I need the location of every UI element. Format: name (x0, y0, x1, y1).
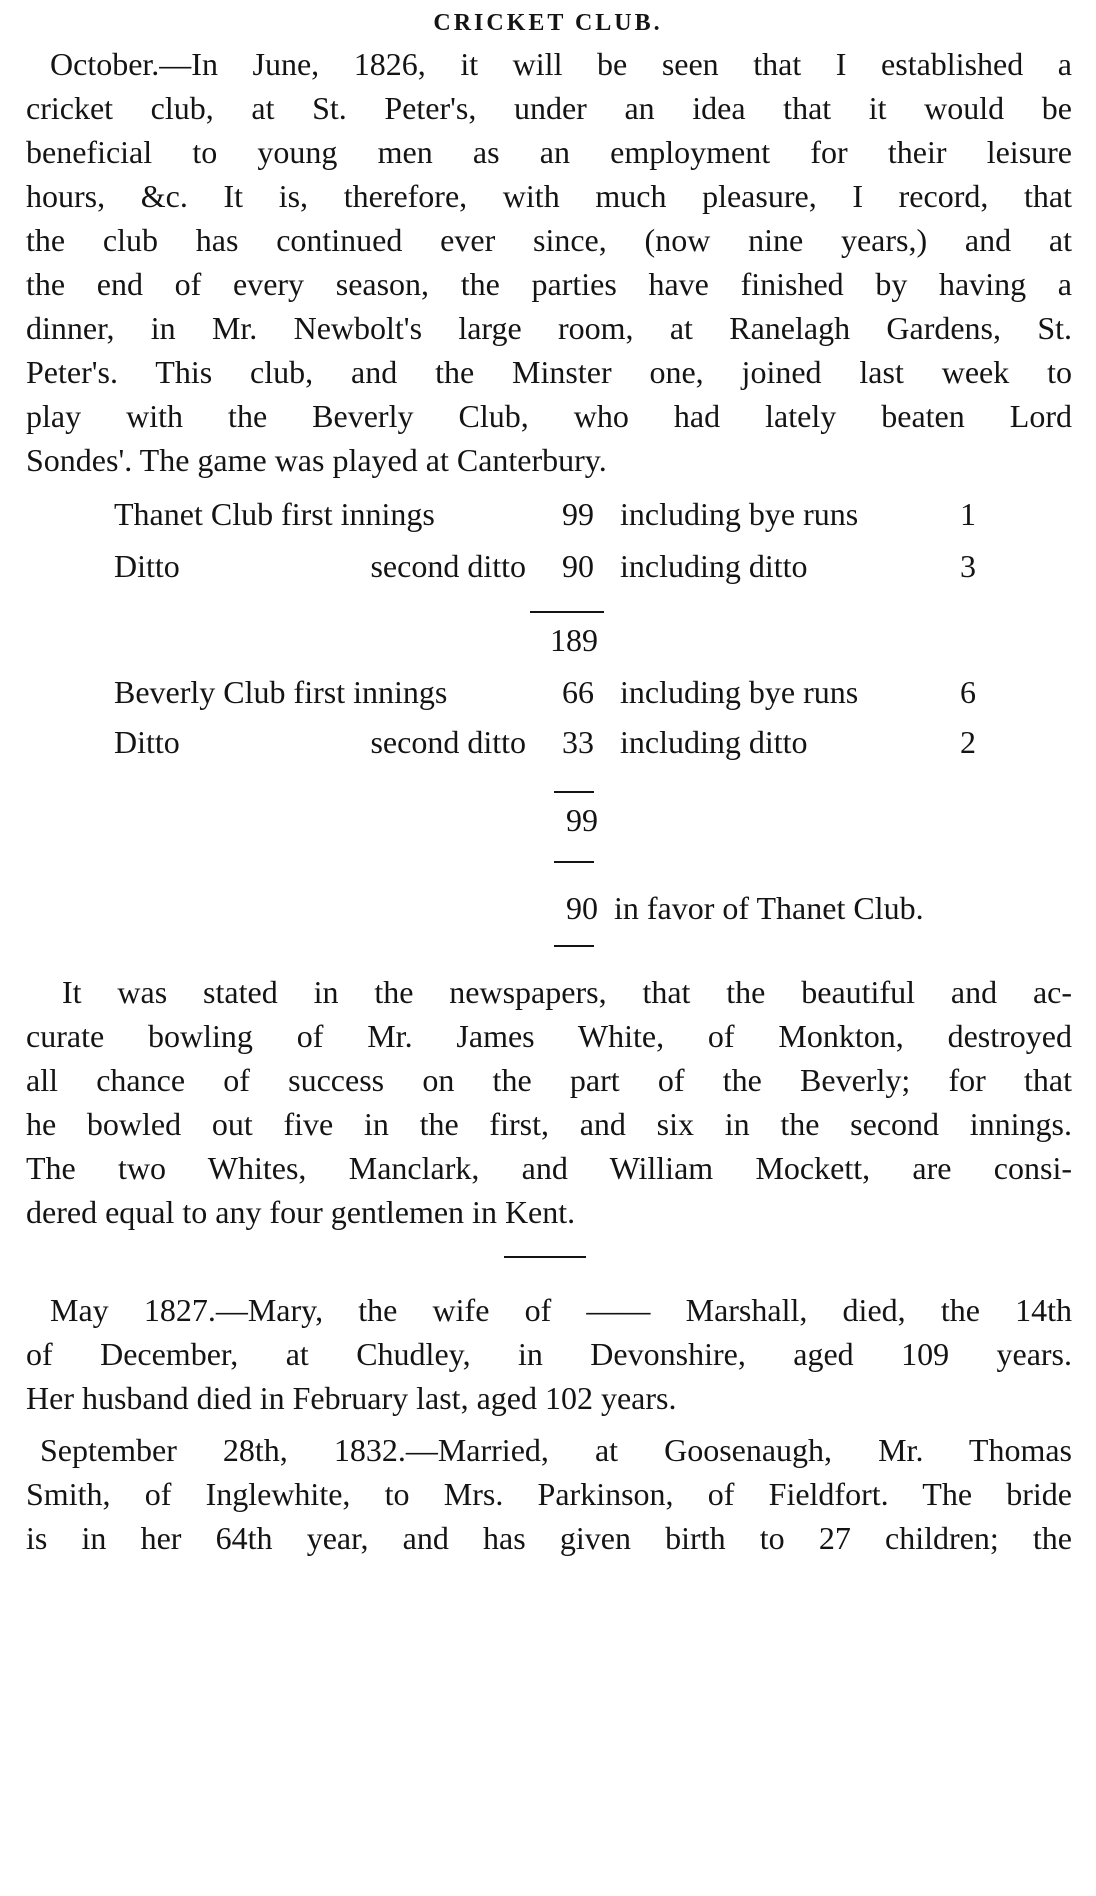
text-line: September 28th, 1832.—Married, at Goosenaugh, Mr. Thomas (40, 1432, 1072, 1468)
text-line: hours, &c. It is, therefore, with much pleasure, I record, that (26, 178, 1072, 214)
score-team: Beverly Club first innings (114, 674, 448, 710)
score-byes: 6 (960, 674, 976, 710)
score-margin: 90 (566, 890, 598, 926)
score-margin-note: in favor of Thanet Club. (614, 890, 924, 926)
score-note: including bye runs (620, 496, 859, 532)
text-line: curate bowling of Mr. James White, of Monkton, destroyed (26, 1018, 1072, 1054)
section-heading: CRICKET CLUB. (433, 10, 663, 36)
text-line: The two Whites, Manclark, and William Mockett, are consi- (26, 1150, 1072, 1186)
sum-rule (554, 861, 594, 863)
text-line: dinner, in Mr. Newbolt's large room, at Ranelagh Gardens, St. (26, 310, 1072, 346)
section-divider (504, 1256, 586, 1258)
score-team: Thanet Club first innings (114, 496, 435, 532)
score-byes: 3 (960, 548, 976, 584)
score-innings: second ditto (370, 724, 526, 760)
text-line: the club has continued ever since, (now nine years,) and at (26, 222, 1072, 258)
score-team: Ditto (114, 548, 180, 584)
score-note: including ditto (620, 548, 808, 584)
score-runs: 66 (562, 674, 594, 710)
text-line: of December, at Chudley, in Devonshire, aged 109 years. (26, 1336, 1072, 1372)
score-note: including ditto (620, 724, 808, 760)
score-byes: 1 (960, 496, 976, 532)
sum-rule (554, 945, 594, 947)
text-line: May 1827.—Mary, the wife of —— Marshall, died, the 14th (50, 1292, 1072, 1328)
score-runs: 99 (562, 496, 594, 532)
score-total: 189 (550, 622, 598, 658)
text-line: It was stated in the newspapers, that the beautiful and ac- (62, 974, 1072, 1010)
text-line: cricket club, at St. Peter's, under an idea that it would be (26, 90, 1072, 126)
score-note: including bye runs (620, 674, 859, 710)
text-line: Smith, of Inglewhite, to Mrs. Parkinson, of Fieldfort. The bride (26, 1476, 1072, 1512)
text-line: play with the Beverly Club, who had lately beaten Lord (26, 398, 1072, 434)
text-line: is in her 64th year, and has given birth to 27 children; the (26, 1520, 1072, 1556)
text-line: the end of every season, the parties have finished by having a (26, 266, 1072, 302)
score-byes: 2 (960, 724, 976, 760)
text-line: Her husband died in February last, aged 102 years. (26, 1380, 677, 1416)
score-total: 99 (566, 802, 598, 838)
text-line: October.—In June, 1826, it will be seen that I established a (50, 46, 1072, 82)
text-line: Peter's. This club, and the Minster one, joined last week to (26, 354, 1072, 390)
score-runs: 90 (562, 548, 594, 584)
text-line: dered equal to any four gentlemen in Kent. (26, 1194, 576, 1230)
score-team: Ditto (114, 724, 180, 760)
score-innings: second ditto (370, 548, 526, 584)
sum-rule (530, 611, 604, 613)
sum-rule (554, 791, 594, 793)
text-line: Sondes'. The game was played at Canterbury. (26, 442, 607, 478)
text-line: all chance of success on the part of the Beverly; for that (26, 1062, 1072, 1098)
text-line: he bowled out five in the first, and six in the second innings. (26, 1106, 1072, 1142)
score-runs: 33 (562, 724, 594, 760)
text-line: beneficial to young men as an employment for their leisure (26, 134, 1072, 170)
